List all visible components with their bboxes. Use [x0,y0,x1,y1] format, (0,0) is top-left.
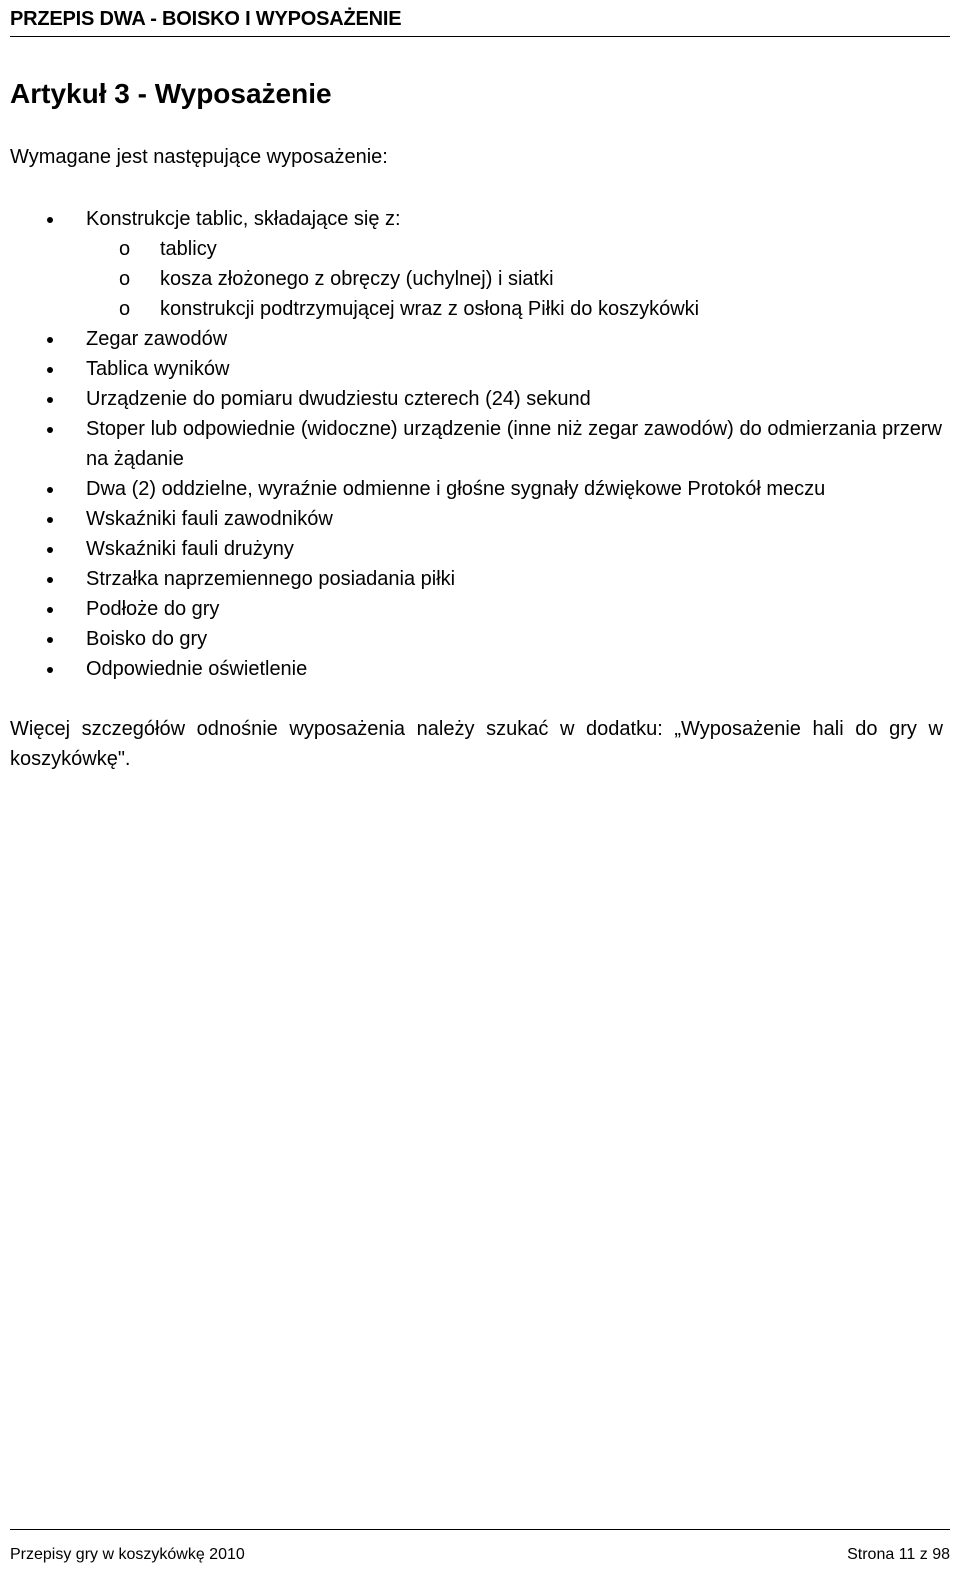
circle-bullet-icon: o [119,298,131,320]
list-item [0,204,960,234]
list-item [0,414,960,474]
list-item [0,534,960,564]
list-item-label: Zegar zawodów [86,328,228,350]
sub-list-item [0,294,960,324]
bullet-icon [47,367,53,373]
footer-page-number: Strona 11 z 98 [847,1546,950,1563]
article-title: Artykuł 3 - Wyposażenie [10,78,332,109]
page-footer [10,1529,950,1582]
list-item [0,504,960,534]
page-header [10,0,950,37]
bullet-icon [47,607,53,613]
bullet-icon [47,637,53,643]
list-item-label: Odpowiednie oświetlenie [86,658,308,680]
bullet-icon [47,577,53,583]
list-item-label: Dwa (2) oddzielne, wyraźnie odmienne i głośne sygnały dźwiękowe Protokół meczu [86,478,826,500]
circle-bullet-icon: o [119,238,131,260]
list-item-label: Wskaźniki fauli drużyny [86,538,294,560]
bullet-icon [47,667,53,673]
list-item [0,324,960,354]
circle-bullet-icon: o [119,268,131,290]
sub-list-item [0,234,960,264]
list-item-label: Tablica wyników [86,358,230,380]
list-item-label: Konstrukcje tablic, składające się z: [86,208,401,230]
list-item-label: Wskaźniki fauli zawodników [86,508,333,530]
list-item [0,654,960,684]
list-item [0,474,960,504]
bullet-icon [47,427,53,433]
list-item [0,354,960,384]
list-item-label: Podłoże do gry [86,598,220,620]
sub-list-item [0,264,960,294]
bullet-icon [47,397,53,403]
bullet-icon [47,547,53,553]
bullet-icon [47,337,53,343]
list-item [0,384,960,414]
sub-list-item-label: konstrukcji podtrzymującej wraz z osłoną Piłki do koszykówki [160,298,700,320]
sub-list-item-label: kosza złożonego z obręczy (uchylnej) i siatki [160,268,554,290]
more-info-paragraph: Więcej szczegółów odnośnie wyposażenia należy szukać w dodatku: „Wyposażenie hali do gry w koszykówkę". [10,718,943,770]
bullet-icon [47,487,53,493]
footer-book-title: Przepisy gry w koszykówkę 2010 [10,1546,245,1563]
list-item-label: Boisko do gry [86,628,208,650]
list-item-label: Urządzenie do pomiaru dwudziestu czterech (24) sekund [86,388,591,410]
list-item-label: Strzałka naprzemiennego posiadania piłki [86,568,456,590]
list-item-label: Stoper lub odpowiednie (widoczne) urządzenie (inne niż zegar zawodów) do odmierzania przerw na żądanie [86,418,942,470]
list-item [0,564,960,594]
equipment-list [0,204,960,684]
list-item [0,594,960,624]
intro-text: Wymagane jest następujące wyposażenie: [10,146,388,168]
list-item [0,624,960,654]
bullet-icon [47,517,53,523]
sub-list-item-label: tablicy [160,238,217,260]
bullet-icon [47,217,53,223]
page-header-title: PRZEPIS DWA - BOISKO I WYPOSAŻENIE [10,8,402,30]
